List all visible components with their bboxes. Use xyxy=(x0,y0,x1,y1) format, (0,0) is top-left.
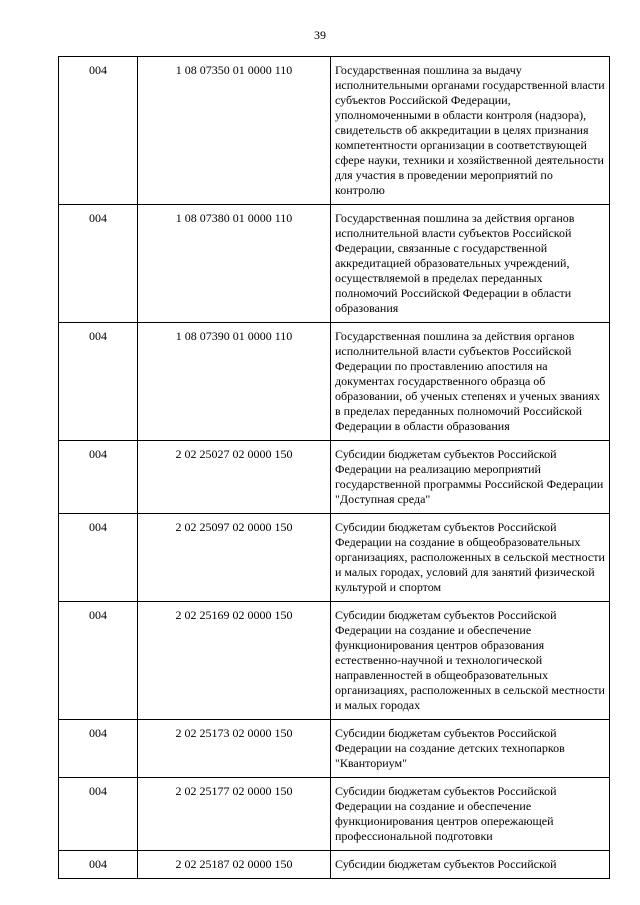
budget-classification-code: 1 08 07350 01 0000 110 xyxy=(138,57,331,205)
administrator-code: 004 xyxy=(59,778,138,851)
administrator-code: 004 xyxy=(59,602,138,720)
table-row xyxy=(59,851,610,879)
revenue-description: Субсидии бюджетам субъектов Российской Федерации на реализацию мероприятий государственной программы Российской Федерации "Доступная среда" xyxy=(331,441,610,514)
budget-classification-code: 2 02 25097 02 0000 150 xyxy=(138,514,331,602)
administrator-code: 004 xyxy=(59,514,138,602)
table-row xyxy=(59,57,610,205)
budget-classification-code: 1 08 07390 01 0000 110 xyxy=(138,323,331,441)
table-row xyxy=(59,514,610,602)
table-row xyxy=(59,323,610,441)
revenue-description: Государственная пошлина за действия органов исполнительной власти субъектов Российской Федерации, связанные с государственной аккредитацией образовательных учреждений, осуществляемой в пределах переданных полномочий Российской Федерации в области образования xyxy=(331,205,610,323)
administrator-code: 004 xyxy=(59,720,138,778)
budget-classification-code: 1 08 07380 01 0000 110 xyxy=(138,205,331,323)
budget-classification-code: 2 02 25173 02 0000 150 xyxy=(138,720,331,778)
revenue-description: Субсидии бюджетам субъектов Российской Федерации на создание в общеобразовательных организациях, расположенных в сельской местности и малых городах, условий для занятий физической культурой и спортом xyxy=(331,514,610,602)
budget-classification-code: 2 02 25169 02 0000 150 xyxy=(138,602,331,720)
budget-classification-code: 2 02 25177 02 0000 150 xyxy=(138,778,331,851)
budget-classification-code: 2 02 25027 02 0000 150 xyxy=(138,441,331,514)
table-row xyxy=(59,720,610,778)
administrator-code: 004 xyxy=(59,851,138,879)
administrator-code: 004 xyxy=(59,205,138,323)
table-row xyxy=(59,602,610,720)
revenue-description: Субсидии бюджетам субъектов Российской Федерации на создание детских технопарков "Кванториум" xyxy=(331,720,610,778)
page-number: 39 xyxy=(314,28,326,42)
budget-classification-table xyxy=(58,56,610,879)
budget-classification-code: 2 02 25187 02 0000 150 xyxy=(138,851,331,879)
administrator-code: 004 xyxy=(59,441,138,514)
revenue-description: Субсидии бюджетам субъектов Российской xyxy=(331,851,610,879)
revenue-description: Государственная пошлина за выдачу исполнительными органами государственной власти субъектов Российской Федерации, уполномоченными в области контроля (надзора), свидетельств об аккредитации в целях признания компетентности организации в соответствующей сфере науки, техники и хозяйственной деятельности для участия в проведении мероприятий по контролю xyxy=(331,57,610,205)
revenue-description: Субсидии бюджетам субъектов Российской Федерации на создание и обеспечение функционирования центров образования естественно-научной и технологической направленностей в общеобразовательных организациях, расположенных в сельской местности и малых городах xyxy=(331,602,610,720)
administrator-code: 004 xyxy=(59,323,138,441)
table-row xyxy=(59,778,610,851)
table-row xyxy=(59,205,610,323)
administrator-code: 004 xyxy=(59,57,138,205)
table-body xyxy=(59,57,610,879)
table-row xyxy=(59,441,610,514)
revenue-description: Государственная пошлина за действия органов исполнительной власти субъектов Российской Федерации по проставлению апостиля на документах государственного образца об образовании, об ученых степенях и ученых званиях в пределах переданных полномочий Российской Федерации в области образования xyxy=(331,323,610,441)
revenue-description: Субсидии бюджетам субъектов Российской Федерации на создание и обеспечение функционирования центров опережающей профессиональной подготовки xyxy=(331,778,610,851)
